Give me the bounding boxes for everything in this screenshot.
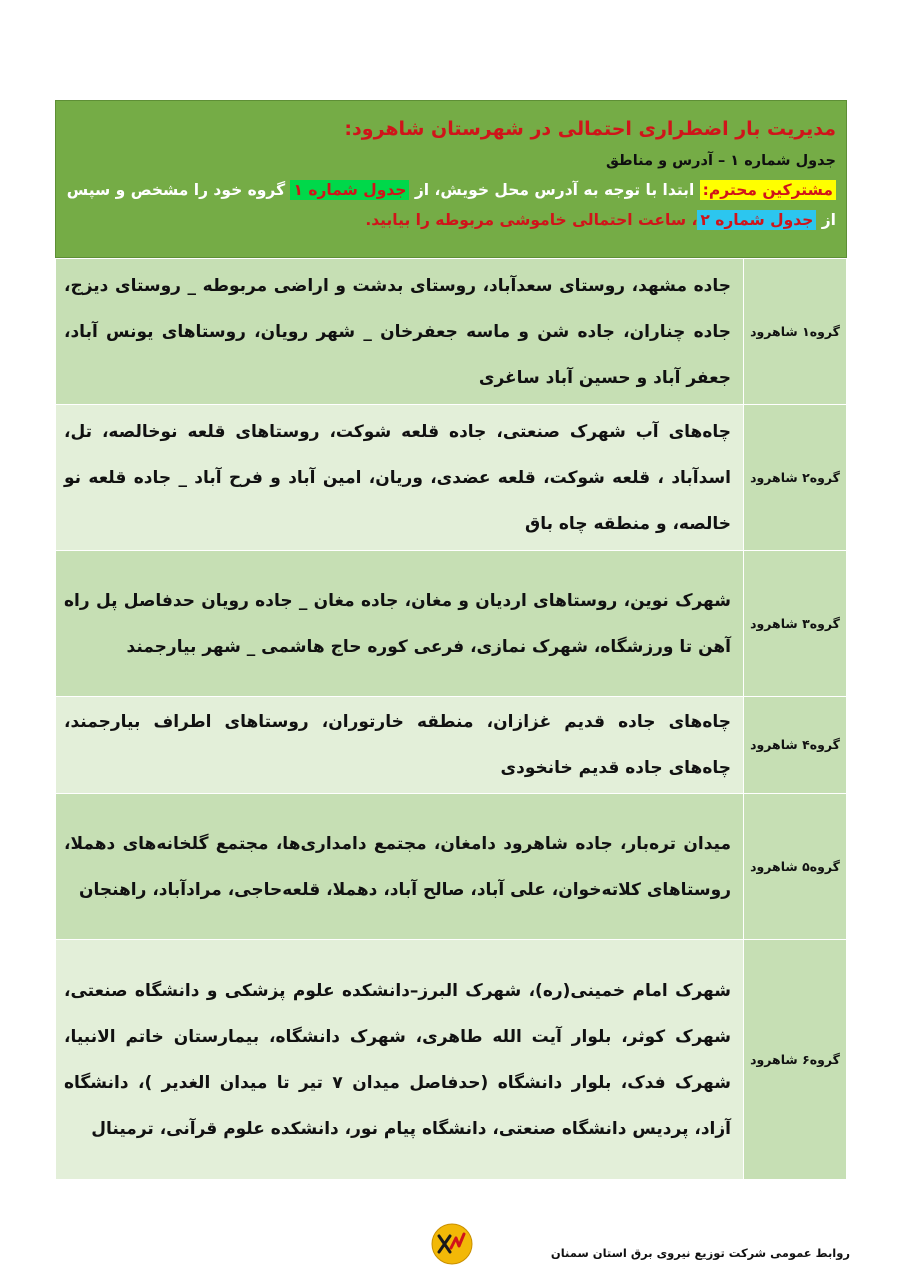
page-title: مدیریت بار اضطراری احتمالی در شهرستان شاهرود: [344,118,836,140]
group-label: گروه۱ شاهرود [744,259,847,405]
group-address: میدان تره‌بار، جاده شاهرود دامغان، مجتمع دامداری‌ها، مجتمع گلخانه‌های دهملا، روستاهای کلاته‌خوان، علی آباد، صالح آباد، دهملا، قلعه‌حاجی، مرادآباد، راهنجان [56,794,744,940]
group-label: گروه۴ شاهرود [744,697,847,794]
customer-notice [64,175,836,235]
notice-table1-ref: جدول شماره ۱ [290,180,409,200]
group-label: گروه۵ شاهرود [744,794,847,940]
notice-greeting: مشترکین محترم: [700,180,836,200]
table-subtitle: جدول شماره ۱ – آدرس و مناطق [605,153,836,169]
table-row [56,551,847,697]
groups-table [55,258,847,1180]
footer [430,1222,850,1272]
group-address: چاه‌های آب شهرک صنعتی، جاده قلعه شوکت، روستاهای قلعه نوخالصه، تل، اسدآباد ، قلعه شوکت، قلعه عضدی، وریان، امین آباد و فرح آباد _ جاده قلعه نو خالصه، و منطقه چاه باق [56,405,744,551]
electricity-company-logo-icon [430,1222,474,1266]
header-block [55,100,847,258]
group-label: گروه۲ شاهرود [744,405,847,551]
notice-text-3: ، ساعت احتمالی خاموشی مربوطه را بیابید. [365,211,698,229]
footer-credit: روابط عمومی شرکت توزیع نیروی برق استان سمنان [550,1246,850,1260]
group-label: گروه۶ شاهرود [744,940,847,1180]
table-row [56,940,847,1180]
group-address: شهرک امام خمینی(ره)، شهرک البرز–دانشکده علوم پزشکی و دانشگاه صنعتی، شهرک کوثر، بلوار آیت الله طاهری، شهرک دانشگاه، بیمارستان خاتم الانبیا، شهرک فدک، بلوار دانشگاه (حدفاصل میدان ۷ تیر تا میدان الغدیر )، دانشگاه آزاد، پردیس دانشگاه صنعتی، دانشگاه پیام نور، دانشکده علوم قرآنی، ترمینال [56,940,744,1180]
group-address: شهرک نوین، روستاهای اردیان و مغان، جاده مغان _ جاده رویان حدفاصل پل راه آهن تا ورزشگاه، شهرک نمازی، فرعی کوره حاج هاشمی _ شهر بیارجمند [56,551,744,697]
notice-table2-ref: جدول شماره ۲ [697,210,816,230]
document-sheet [55,100,847,1180]
table-row [56,794,847,940]
table-row [56,405,847,551]
table-row [56,697,847,794]
group-label: گروه۳ شاهرود [744,551,847,697]
notice-text-2: گروه خود را مشخص و سپس از [66,181,836,229]
notice-text-1: ابتدا با توجه به آدرس محل خویش، از [409,181,700,199]
group-address: چاه‌های جاده قدیم غزازان، منطقه خارتوران، روستاهای اطراف بیارجمند، چاه‌های جاده قدیم خانخودی [56,697,744,794]
table-row [56,259,847,405]
group-address: جاده مشهد، روستای سعدآباد، روستای بدشت و اراضی مربوطه _ روستای دیزج، جاده چناران، جاده شن و ماسه جعفرخان _ شهر رویان، روستاهای یونس آباد، جعفر آباد و حسین آباد ساغری [56,259,744,405]
